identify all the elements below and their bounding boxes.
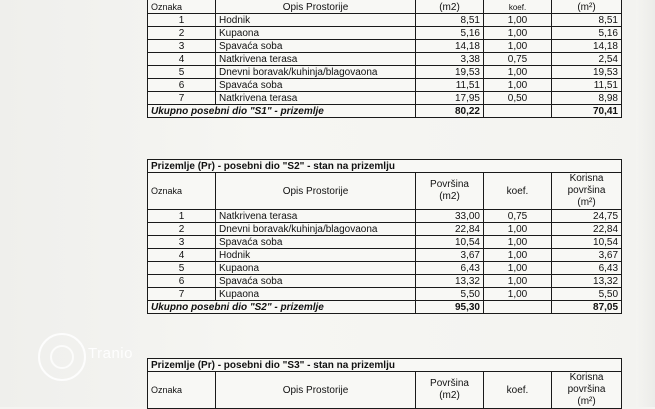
- table-s3-title: [148, 359, 622, 372]
- room-useful-area: 3,67: [552, 249, 622, 262]
- room-coef: 1,00: [484, 249, 552, 262]
- room-useful-area: 14,18: [552, 40, 622, 53]
- table-s2: [147, 159, 622, 314]
- row-number: 6: [148, 79, 216, 92]
- room-coef: 1,00: [484, 66, 552, 79]
- row-number: 3: [148, 40, 216, 53]
- col-oznaka: Oznaka: [148, 372, 216, 409]
- room-useful-area: 2,54: [552, 53, 622, 66]
- room-name: Kupaona: [216, 27, 416, 40]
- col-koef: koef.: [484, 372, 552, 409]
- col-korisna-l2: površina: [567, 185, 606, 196]
- row-number: 7: [148, 92, 216, 105]
- table-row: [148, 66, 622, 79]
- col-opis: Opis Prostorije: [216, 0, 416, 14]
- room-area: 13,32: [416, 275, 484, 288]
- room-name: Hodnik: [216, 249, 416, 262]
- total-area: 95,30: [416, 301, 484, 314]
- room-name: Hodnik: [216, 14, 416, 27]
- room-area: 17,95: [416, 92, 484, 105]
- room-coef: 1,00: [484, 275, 552, 288]
- page-edge: [636, 0, 655, 407]
- room-name: Spavaća soba: [216, 40, 416, 53]
- total-label: Ukupno posebni dio "S1" - prizemlje: [148, 105, 416, 118]
- room-area: 5,16: [416, 27, 484, 40]
- room-area: 33,00: [416, 210, 484, 223]
- room-useful-area: 5,50: [552, 288, 622, 301]
- col-korisna: (m²): [552, 0, 622, 14]
- table-row: [148, 40, 622, 53]
- table-s1-header: [148, 0, 622, 14]
- room-area: 10,54: [416, 236, 484, 249]
- table-row: [148, 223, 622, 236]
- row-number: 7: [148, 288, 216, 301]
- room-area: 3,38: [416, 53, 484, 66]
- room-name: Dnevni boravak/kuhinja/blagovaona: [216, 223, 416, 236]
- room-name: Natkrivena terasa: [216, 53, 416, 66]
- row-number: 4: [148, 53, 216, 66]
- room-name: Kupaona: [216, 262, 416, 275]
- room-coef: 0,50: [484, 92, 552, 105]
- room-name: Natkrivena terasa: [216, 210, 416, 223]
- col-povrsina-unit: (m2): [439, 390, 460, 401]
- room-name: Spavaća soba: [216, 79, 416, 92]
- room-useful-area: 13,32: [552, 275, 622, 288]
- table-s2-header: [148, 173, 622, 210]
- table-row: [148, 27, 622, 40]
- room-area: 5,50: [416, 288, 484, 301]
- watermark-text: Tranio: [88, 345, 133, 362]
- total-koef: [484, 105, 552, 118]
- col-korisna-l1: Korisna: [569, 173, 604, 184]
- row-number: 6: [148, 275, 216, 288]
- watermark-logo-icon: [38, 333, 86, 381]
- room-name: Spavaća soba: [216, 236, 416, 249]
- table-s1-body: [148, 14, 622, 105]
- col-korisna: [552, 372, 622, 409]
- room-area: 22,84: [416, 223, 484, 236]
- room-coef: 1,00: [484, 27, 552, 40]
- table-row: [148, 288, 622, 301]
- table-row: [148, 53, 622, 66]
- table-s2-title: [148, 160, 622, 173]
- row-number: 5: [148, 262, 216, 275]
- table-s1-total: [148, 105, 622, 118]
- room-area: 6,43: [416, 262, 484, 275]
- row-number: 4: [148, 249, 216, 262]
- col-oznaka: Oznaka: [148, 173, 216, 210]
- room-area: 19,53: [416, 66, 484, 79]
- table-s3: [147, 358, 622, 409]
- col-povrsina-label: Površina: [430, 378, 469, 389]
- room-coef: 0,75: [484, 53, 552, 66]
- col-povrsina: [416, 372, 484, 409]
- col-povrsina-label: Površina: [430, 179, 469, 190]
- room-useful-area: 22,84: [552, 223, 622, 236]
- room-name: Natkrivena terasa: [216, 92, 416, 105]
- row-number: 1: [148, 210, 216, 223]
- table-s3-header: [148, 372, 622, 409]
- room-name: Spavaća soba: [216, 275, 416, 288]
- room-useful-area: 10,54: [552, 236, 622, 249]
- room-useful-area: 5,16: [552, 27, 622, 40]
- table-row: [148, 249, 622, 262]
- table-row: [148, 275, 622, 288]
- row-number: 1: [148, 14, 216, 27]
- row-number: 3: [148, 236, 216, 249]
- col-opis: Opis Prostorije: [216, 372, 416, 409]
- total-useful: 87,05: [552, 301, 622, 314]
- col-koef: koef.: [484, 173, 552, 210]
- room-coef: 0,75: [484, 210, 552, 223]
- total-area: 80,22: [416, 105, 484, 118]
- total-koef: [484, 301, 552, 314]
- table-row: [148, 79, 622, 92]
- col-povrsina-unit: (m2): [439, 191, 460, 202]
- section-title: Prizemlje (Pr) - posebni dio "S3" - stan na prizemlju: [148, 359, 622, 372]
- table-row: [148, 14, 622, 27]
- row-number: 5: [148, 66, 216, 79]
- col-korisna-l2: površina: [567, 384, 606, 395]
- col-koef: koef.: [484, 0, 552, 14]
- row-number: 2: [148, 27, 216, 40]
- table-row: [148, 92, 622, 105]
- room-area: 14,18: [416, 40, 484, 53]
- room-coef: 1,00: [484, 14, 552, 27]
- room-name: Kupaona: [216, 288, 416, 301]
- total-useful: 70,41: [552, 105, 622, 118]
- col-povrsina: (m2): [416, 0, 484, 14]
- table-row: [148, 236, 622, 249]
- col-povrsina: [416, 173, 484, 210]
- table-s2-body: [148, 210, 622, 301]
- room-useful-area: 8,98: [552, 92, 622, 105]
- section-title: Prizemlje (Pr) - posebni dio "S2" - stan na prizemlju: [148, 160, 622, 173]
- room-name: Dnevni boravak/kuhinja/blagovaona: [216, 66, 416, 79]
- room-coef: 1,00: [484, 223, 552, 236]
- col-korisna-unit: (m²): [577, 197, 596, 208]
- room-useful-area: 24,75: [552, 210, 622, 223]
- room-area: 11,51: [416, 79, 484, 92]
- room-coef: 1,00: [484, 79, 552, 92]
- total-label: Ukupno posebni dio "S2" - prizemlje: [148, 301, 416, 314]
- col-korisna-unit: (m²): [577, 396, 596, 407]
- room-useful-area: 19,53: [552, 66, 622, 79]
- room-coef: 1,00: [484, 40, 552, 53]
- room-coef: 1,00: [484, 288, 552, 301]
- table-s2-total: [148, 301, 622, 314]
- row-number: 2: [148, 223, 216, 236]
- table-row: [148, 210, 622, 223]
- room-useful-area: 11,51: [552, 79, 622, 92]
- col-oznaka: Oznaka: [148, 0, 216, 14]
- room-area: 8,51: [416, 14, 484, 27]
- col-korisna: [552, 173, 622, 210]
- room-useful-area: 8,51: [552, 14, 622, 27]
- room-useful-area: 6,43: [552, 262, 622, 275]
- room-area: 3,67: [416, 249, 484, 262]
- table-s1: [147, 0, 622, 118]
- col-opis: Opis Prostorije: [216, 173, 416, 210]
- table-row: [148, 262, 622, 275]
- col-korisna-l1: Korisna: [569, 372, 604, 383]
- room-coef: 1,00: [484, 236, 552, 249]
- room-coef: 1,00: [484, 262, 552, 275]
